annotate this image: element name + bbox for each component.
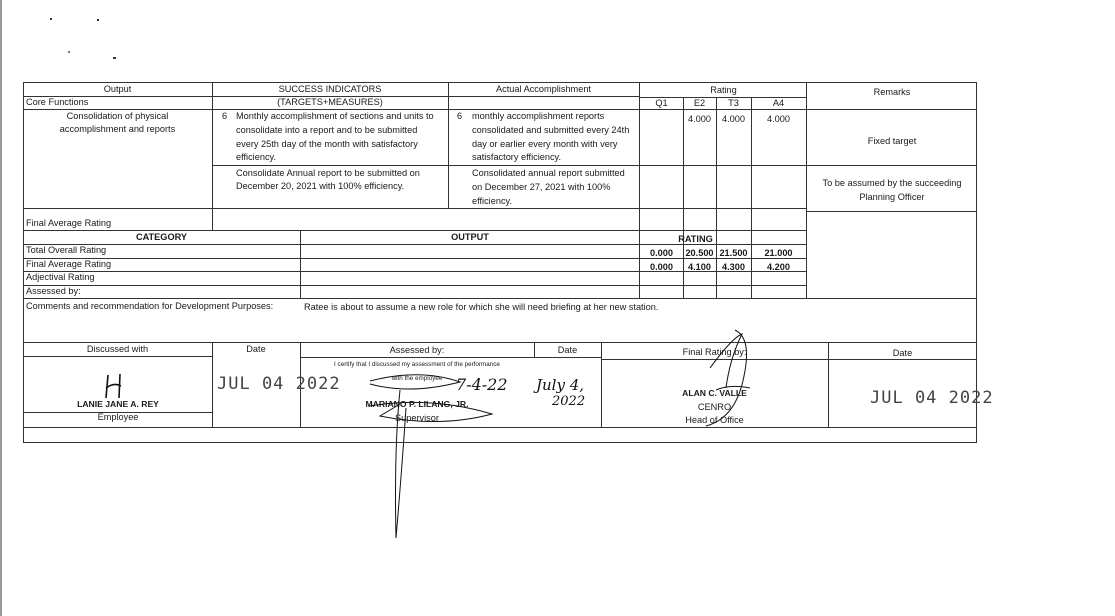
row-indicator-line: consolidate into a report and to be submitted bbox=[236, 125, 418, 135]
row-remarks: Fixed target bbox=[867, 136, 917, 146]
header-rating: Rating bbox=[710, 85, 737, 95]
date-label-supervisor: Date bbox=[557, 345, 578, 355]
header-t3: T3 bbox=[728, 98, 739, 108]
discussed-with-label: Discussed with bbox=[86, 344, 149, 354]
supervisor-date-handwritten: July 4, bbox=[536, 376, 585, 394]
row-actual-line: efficiency. bbox=[472, 196, 513, 206]
scan-speck bbox=[50, 18, 52, 20]
avg-t3: 4.300 bbox=[722, 262, 745, 272]
certify-text: with the employee bbox=[391, 375, 443, 382]
scan-speck bbox=[113, 57, 116, 59]
head-name: ALAN C. VALLE bbox=[682, 388, 747, 398]
header-actual-accomplishment: Actual Accomplishment bbox=[496, 84, 591, 94]
final-rating-by-label: Final Rating by: bbox=[682, 347, 747, 357]
scan-speck bbox=[97, 19, 99, 21]
header-a4: A4 bbox=[772, 98, 785, 108]
total-e2: 20.500 bbox=[685, 248, 714, 258]
supervisor-name: MARIANO P. LILANG, JR. bbox=[365, 399, 469, 409]
row-rating-a4: 4.000 bbox=[767, 114, 790, 124]
employee-signature bbox=[100, 372, 128, 402]
total-q1: 0.000 bbox=[650, 248, 673, 258]
row-remarks-line: To be assumed by the succeeding bbox=[822, 178, 962, 188]
row-remarks-line: Planning Officer bbox=[859, 192, 925, 202]
employee-name: LANIE JANE A. REY bbox=[77, 399, 159, 409]
total-overall-rating-label: Total Overall Rating bbox=[26, 245, 107, 255]
rating-header: RATING bbox=[678, 234, 713, 244]
row-actual-line: on December 27, 2021 with 100% bbox=[472, 182, 611, 192]
comments-label: Comments and recommendation for Development Purposes: bbox=[26, 301, 274, 311]
employee-role: Employee bbox=[97, 412, 139, 422]
scan-speck bbox=[68, 51, 70, 53]
row-actual-number: 6 bbox=[457, 111, 463, 121]
head-title: CENRO bbox=[697, 402, 732, 412]
supervisor-signature bbox=[350, 368, 500, 543]
row-indicator-line: Monthly accomplishment of sections and units to bbox=[236, 111, 434, 121]
final-average-rating-row-label: Final Average Rating bbox=[26, 259, 112, 269]
category-header: CATEGORY bbox=[135, 232, 188, 242]
row-output-line: accomplishment and reports bbox=[59, 124, 176, 134]
total-t3: 21.500 bbox=[719, 248, 748, 258]
header-core-functions: Core Functions bbox=[26, 97, 89, 107]
supervisor-date-handwritten: 2022 bbox=[552, 394, 586, 409]
avg-e2: 4.100 bbox=[688, 262, 711, 272]
row-actual-line: Consolidated annual report submitted bbox=[472, 168, 625, 178]
supervisor-handwritten-date: 7-4-22 bbox=[456, 375, 508, 394]
total-a4: 21.000 bbox=[764, 248, 793, 258]
row-indicator-line: efficiency. bbox=[236, 152, 277, 162]
head-signature bbox=[700, 328, 760, 428]
row-output-line: Consolidation of physical bbox=[66, 111, 169, 121]
avg-q1: 0.000 bbox=[650, 262, 673, 272]
row-indicator-number: 6 bbox=[222, 111, 228, 121]
employee-date-stamp: JUL 04 2022 bbox=[217, 374, 341, 394]
date-label-employee: Date bbox=[246, 344, 266, 354]
header-e2: E2 bbox=[693, 98, 706, 108]
supervisor-role: Supervisor bbox=[395, 413, 439, 423]
assessed-by-label: Assessed by: bbox=[26, 286, 81, 296]
header-output: Output bbox=[103, 84, 132, 94]
row-indicator-line: December 20, 2021 with 100% efficiency. bbox=[236, 181, 405, 191]
row-actual-line: day or earlier every month with very bbox=[472, 139, 618, 149]
header-remarks: Remarks bbox=[873, 87, 911, 97]
head-role: Head of Office bbox=[685, 415, 744, 425]
row-indicator-line: every 25th day of the month with satisfactory bbox=[236, 139, 418, 149]
date-label-head: Date bbox=[892, 348, 913, 358]
row-actual-line: monthly accomplishment reports bbox=[472, 111, 605, 121]
final-average-rating-label: Final Average Rating bbox=[26, 218, 112, 228]
row-rating-e2: 4.000 bbox=[688, 114, 711, 124]
head-date-stamp: JUL 04 2022 bbox=[870, 388, 994, 408]
row-actual-line: consolidated and submitted every 24th bbox=[472, 125, 630, 135]
row-indicator-line: Consolidate Annual report to be submitted on bbox=[236, 168, 420, 178]
avg-a4: 4.200 bbox=[767, 262, 790, 272]
page-left-edge bbox=[0, 0, 2, 616]
row-rating-t3: 4.000 bbox=[722, 114, 745, 124]
header-q1: Q1 bbox=[655, 98, 668, 108]
comments-text: Ratee is about to assume a new role for which she will need briefing at her new station. bbox=[304, 302, 659, 312]
adjectival-rating-label: Adjectival Rating bbox=[26, 272, 95, 282]
header-targets-measures: (TARGETS+MEASURES) bbox=[277, 97, 383, 107]
assessed-by-sign-label: Assessed by: bbox=[389, 345, 445, 355]
certify-text: I certify that I discussed my assessment of the performance bbox=[334, 361, 500, 368]
output-header: OUTPUT bbox=[451, 232, 489, 242]
row-actual-line: satisfactory efficiency. bbox=[472, 152, 562, 162]
header-success-indicators: SUCCESS INDICATORS bbox=[278, 84, 382, 94]
